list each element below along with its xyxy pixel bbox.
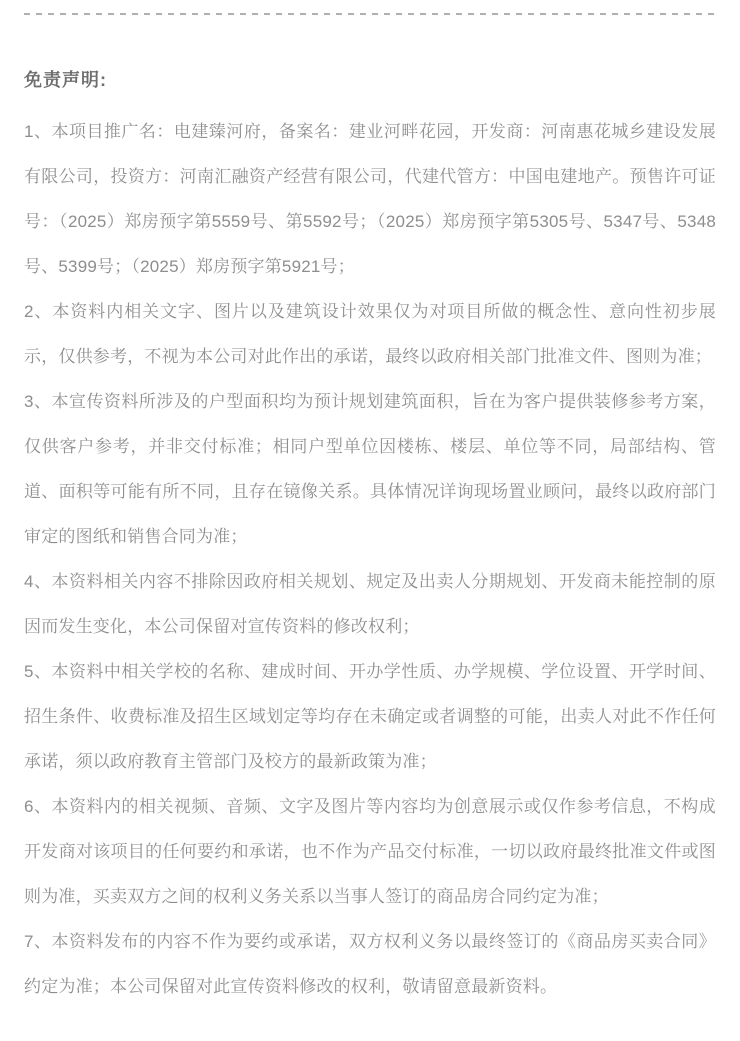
disclaimer-body bbox=[24, 109, 716, 1009]
disclaimer-paragraph: 2、本资料内相关文字、图片以及建筑设计效果仅为对项目所做的概念性、意向性初步展示，仅供参考，不视为本公司对此作出的承诺，最终以政府相关部门批准文件、图则为准； bbox=[24, 302, 716, 366]
disclaimer-paragraph: 7、本资料发布的内容不作为要约或承诺，双方权利义务以最终签订的《商品房买卖合同》约定为准；本公司保留对此宣传资料修改的权利，敬请留意最新资料。 bbox=[24, 932, 716, 996]
disclaimer-page bbox=[0, 13, 740, 1041]
dashed-divider bbox=[24, 13, 716, 15]
disclaimer-heading: 免责声明: bbox=[24, 70, 107, 90]
disclaimer-paragraph: 1、本项目推广名：电建臻河府，备案名：建业河畔花园，开发商：河南惠花城乡建设发展有限公司，投资方：河南汇融资产经营有限公司，代建代管方：中国电建地产。预售许可证号：（2025）郑房预字第5559号、第5592号；（2025）郑房预字第5305号、5347号、5348号、5399号；（2025）郑房预字第5921号； bbox=[24, 122, 716, 276]
disclaimer-paragraph: 5、本资料中相关学校的名称、建成时间、开办学性质、办学规模、学位设置、开学时间、招生条件、收费标准及招生区域划定等均存在未确定或者调整的可能，出卖人对此不作任何承诺，须以政府教育主管部门及校方的最新政策为准； bbox=[24, 662, 716, 771]
disclaimer-paragraph: 3、本宣传资料所涉及的户型面积均为预计规划建筑面积，旨在为客户提供装修参考方案，仅供客户参考，并非交付标准；相同户型单位因楼栋、楼层、单位等不同，局部结构、管道、面积等可能有所不同，且存在镜像关系。具体情况详询现场置业顾问，最终以政府部门审定的图纸和销售合同为准； bbox=[24, 392, 716, 546]
disclaimer-paragraph: 4、本资料相关内容不排除因政府相关规划、规定及出卖人分期规划、开发商未能控制的原因而发生变化，本公司保留对宣传资料的修改权利； bbox=[24, 572, 716, 636]
disclaimer-paragraph: 6、本资料内的相关视频、音频、文字及图片等内容均为创意展示或仅作参考信息，不构成开发商对该项目的任何要约和承诺，也不作为产品交付标准，一切以政府最终批准文件或图则为准，买卖双方之间的权利义务关系以当事人签订的商品房合同约定为准； bbox=[24, 797, 716, 906]
